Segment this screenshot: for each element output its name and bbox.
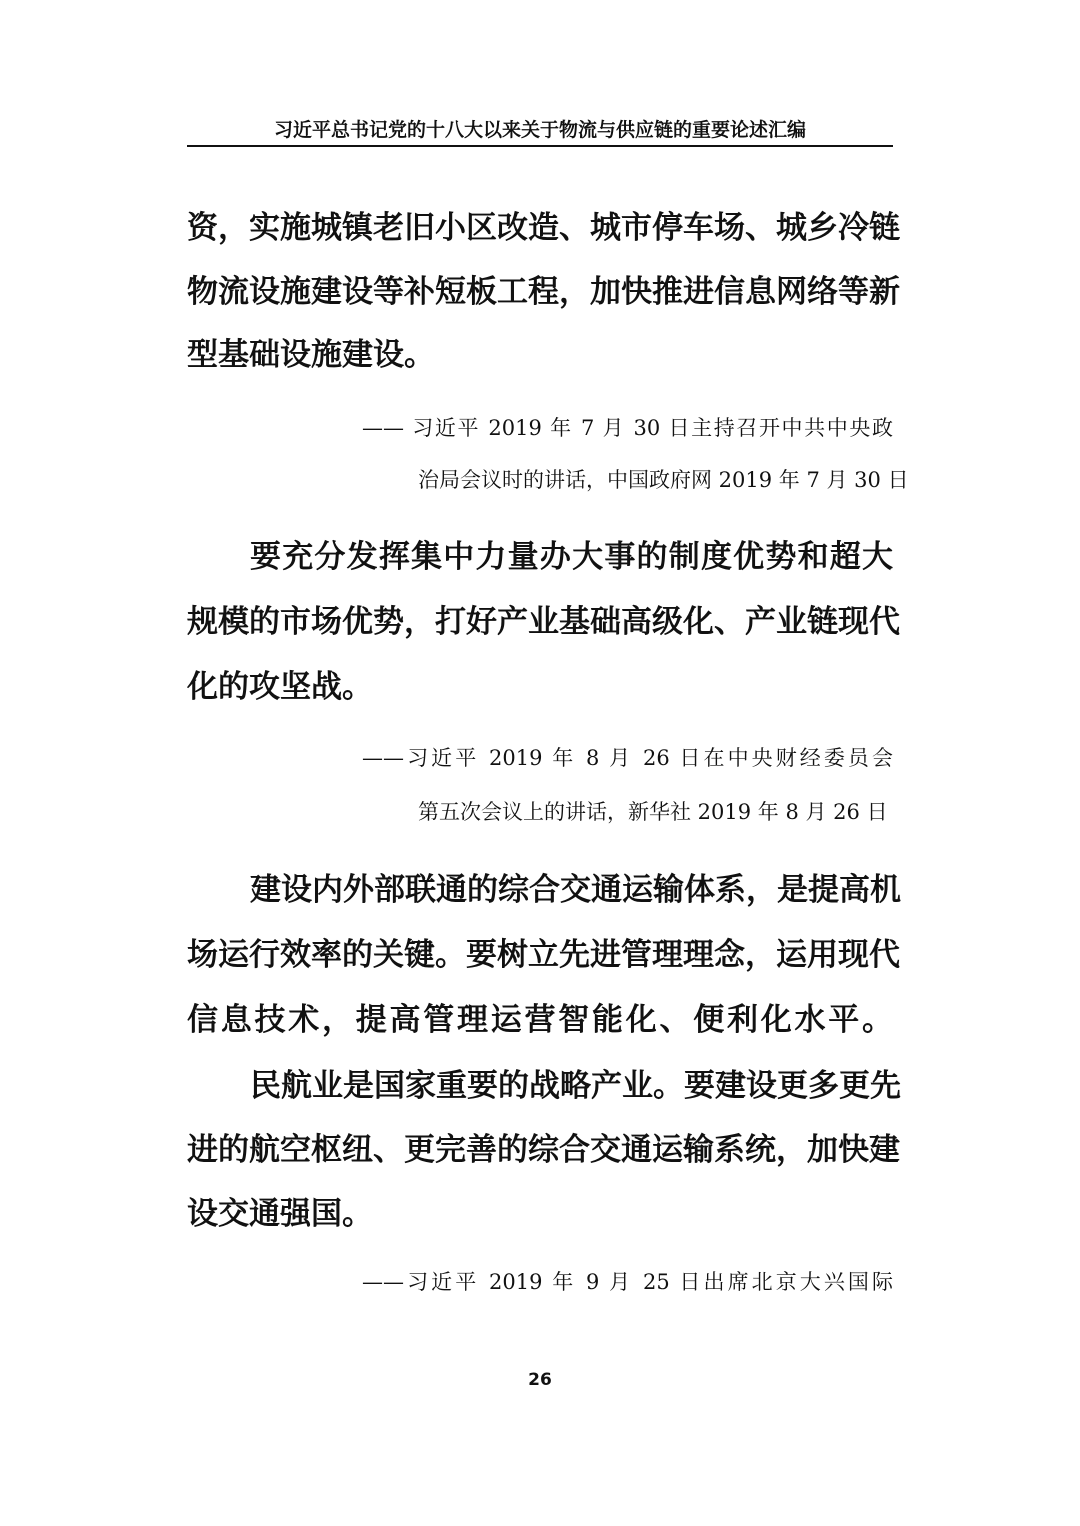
body-line: 物流设施建设等补短板工程，加快推进信息网络等新 [187, 274, 900, 310]
body-line: 要充分发挥集中力量办大事的制度优势和超大 [250, 539, 893, 575]
page-number: 26 [528, 1370, 552, 1390]
body-line: 规模的市场优势，打好产业基础高级化、产业链现代 [187, 604, 900, 640]
body-line: 设交通强国。 [187, 1196, 373, 1232]
body-line: 资，实施城镇老旧小区改造、城市停车场、城乡冷链 [187, 210, 900, 246]
body-line: 建设内外部联通的综合交通运输体系，是提高机 [250, 872, 901, 908]
attribution-line: 治局会议时的讲话，中国政府网 2019 年 7 月 30 日 [418, 468, 909, 492]
attribution-line: —— 习近平 2019 年 7 月 30 日主持召开中共中央政 [362, 416, 893, 440]
attribution-line: ——习近平 2019 年 8 月 26 日在中央财经委员会 [362, 746, 893, 770]
body-line: 化的攻坚战。 [187, 669, 373, 705]
body-line: 进的航空枢纽、更完善的综合交通运输系统，加快建 [187, 1132, 900, 1168]
attribution-line: 第五次会议上的讲话，新华社 2019 年 8 月 26 日 [418, 800, 888, 824]
header-rule [187, 145, 893, 147]
running-header: 习近平总书记党的十八大以来关于物流与供应链的重要论述汇编 [273, 119, 806, 141]
body-line: 型基础设施建设。 [187, 337, 435, 373]
body-line: 场运行效率的关键。要树立先进管理理念，运用现代 [187, 937, 900, 973]
attribution-line: ——习近平 2019 年 9 月 25 日出席北京大兴国际 [362, 1270, 893, 1294]
body-line: 民航业是国家重要的战略产业。要建设更多更先 [250, 1068, 901, 1104]
body-line: 信息技术，提高管理运营智能化、便利化水平。 [187, 1002, 893, 1038]
